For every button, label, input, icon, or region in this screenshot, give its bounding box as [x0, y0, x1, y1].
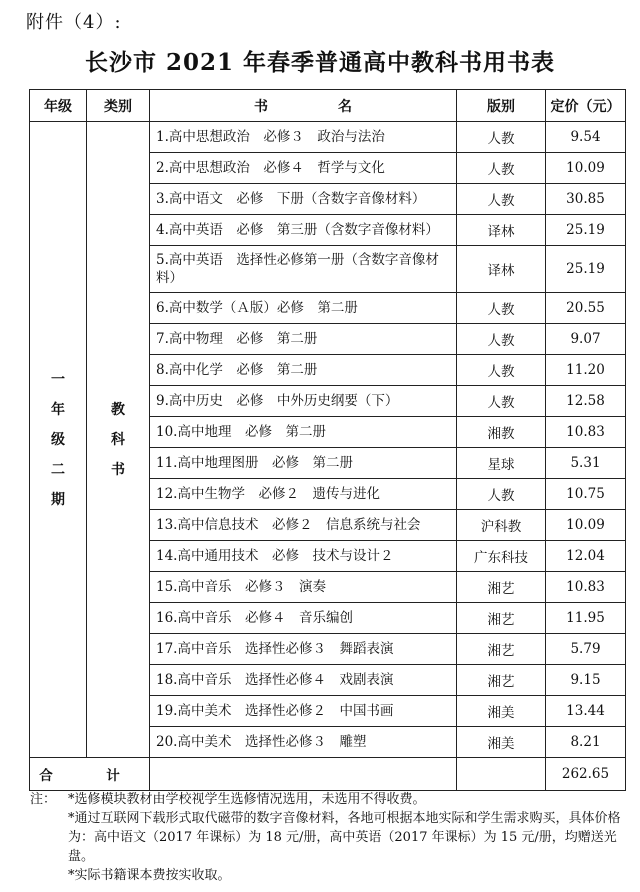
book-name-cell: 3.高中语文 必修 下册（含数字音像材料）	[150, 184, 457, 215]
publisher-cell: 广东科技	[457, 541, 546, 572]
price-cell: 9.15	[546, 665, 626, 696]
publisher-cell: 人教	[457, 386, 546, 417]
publisher-cell: 人教	[457, 184, 546, 215]
price-cell: 10.09	[546, 153, 626, 184]
attachment-label: 附件（4）:	[26, 12, 122, 33]
publisher-cell: 湘教	[457, 417, 546, 448]
price-cell: 12.58	[546, 386, 626, 417]
grade-cell	[30, 122, 87, 758]
price-cell: 10.83	[546, 417, 626, 448]
page-title: 长沙市 2021 年春季普通高中教科书用书表	[84, 49, 556, 76]
total-row	[30, 758, 626, 791]
price-cell: 20.55	[546, 293, 626, 324]
price-cell: 8.21	[546, 727, 626, 758]
book-name-cell: 18.高中音乐 选择性必修４ 戏剧表演	[150, 665, 457, 696]
publisher-cell: 湘艺	[457, 634, 546, 665]
grade-char: 二	[51, 461, 65, 478]
grade-char: 级	[51, 431, 65, 448]
price-cell: 9.54	[546, 122, 626, 153]
note-row	[30, 809, 630, 866]
publisher-cell: 湘艺	[457, 603, 546, 634]
price-cell: 10.09	[546, 510, 626, 541]
book-name-cell: 10.高中地理 必修 第二册	[150, 417, 457, 448]
book-name-cell: 2.高中思想政治 必修４ 哲学与文化	[150, 153, 457, 184]
publisher-cell: 湘美	[457, 696, 546, 727]
book-name-cell: 14.高中通用技术 必修 技术与设计２	[150, 541, 457, 572]
publisher-cell: 人教	[457, 479, 546, 510]
category-char: 科	[111, 431, 125, 448]
price-cell: 9.07	[546, 324, 626, 355]
publisher-cell: 湘艺	[457, 572, 546, 603]
note-row	[30, 866, 630, 885]
grade-char: 期	[51, 491, 65, 508]
price-cell: 5.79	[546, 634, 626, 665]
table-header-row	[30, 90, 626, 122]
price-cell: 25.19	[546, 246, 626, 293]
publisher-cell: 译林	[457, 215, 546, 246]
price-cell: 11.95	[546, 603, 626, 634]
book-name-cell: 5.高中英语 选择性必修第一册（含数字音像材料）	[150, 246, 457, 293]
price-cell: 12.04	[546, 541, 626, 572]
book-name-cell: 13.高中信息技术 必修２ 信息系统与社会	[150, 510, 457, 541]
price-cell: 25.19	[546, 215, 626, 246]
category-char: 书	[111, 461, 125, 478]
grade-char: 年	[51, 401, 65, 418]
publisher-cell: 沪科教	[457, 510, 546, 541]
total-empty-book	[150, 758, 457, 791]
note-item: *通过互联网下载形式取代磁带的数字音像材料，各地可根据本地实际和学生需求购买，具体价格为：高中语文（2017 年课标）为 18 元/册，高中英语（2017 年课标）为 15 元/册，均赠送光盘。	[68, 811, 621, 864]
category-cell	[87, 122, 150, 758]
header-category: 类别	[87, 90, 150, 122]
textbook-table	[29, 89, 626, 791]
grade-char: 一	[51, 371, 65, 388]
note-item: *实际书籍课本费按实收取。	[68, 868, 231, 883]
book-name-cell: 9.高中历史 必修 中外历史纲要（下）	[150, 386, 457, 417]
category-char: 教	[111, 401, 125, 418]
book-name-cell: 20.高中美术 选择性必修３ 雕塑	[150, 727, 457, 758]
book-name-cell: 4.高中英语 必修 第三册（含数字音像材料）	[150, 215, 457, 246]
publisher-cell: 人教	[457, 355, 546, 386]
note-item: *选修模块教材由学校视学生选修情况选用，未选用不得收费。	[68, 792, 426, 807]
header-grade: 年级	[30, 90, 87, 122]
table-row	[30, 122, 626, 153]
header-book: 书 名	[150, 90, 457, 122]
book-name-cell: 15.高中音乐 必修３ 演奏	[150, 572, 457, 603]
publisher-cell: 人教	[457, 153, 546, 184]
publisher-cell: 星球	[457, 448, 546, 479]
book-name-cell: 7.高中物理 必修 第二册	[150, 324, 457, 355]
publisher-cell: 人教	[457, 324, 546, 355]
header-price: 定价（元）	[546, 90, 626, 122]
book-name-cell: 11.高中地理图册 必修 第二册	[150, 448, 457, 479]
publisher-cell: 湘美	[457, 727, 546, 758]
note-row	[30, 790, 630, 809]
price-cell: 11.20	[546, 355, 626, 386]
notes-label: 注：	[30, 792, 57, 807]
total-label: 合 计	[30, 758, 150, 791]
price-cell: 10.75	[546, 479, 626, 510]
publisher-cell: 译林	[457, 246, 546, 293]
book-name-cell: 6.高中数学（Ａ版）必修 第二册	[150, 293, 457, 324]
book-name-cell: 17.高中音乐 选择性必修３ 舞蹈表演	[150, 634, 457, 665]
publisher-cell: 人教	[457, 122, 546, 153]
notes	[30, 790, 630, 885]
publisher-cell: 湘艺	[457, 665, 546, 696]
book-name-cell: 19.高中美术 选择性必修２ 中国书画	[150, 696, 457, 727]
publisher-cell: 人教	[457, 293, 546, 324]
book-name-cell: 1.高中思想政治 必修３ 政治与法治	[150, 122, 457, 153]
price-cell: 10.83	[546, 572, 626, 603]
book-name-cell: 12.高中生物学 必修２ 遗传与进化	[150, 479, 457, 510]
total-value: 262.65	[546, 758, 626, 791]
total-empty-publisher	[457, 758, 546, 791]
book-name-cell: 16.高中音乐 必修４ 音乐编创	[150, 603, 457, 634]
price-cell: 13.44	[546, 696, 626, 727]
header-publisher: 版别	[457, 90, 546, 122]
price-cell: 5.31	[546, 448, 626, 479]
price-cell: 30.85	[546, 184, 626, 215]
book-name-cell: 8.高中化学 必修 第二册	[150, 355, 457, 386]
